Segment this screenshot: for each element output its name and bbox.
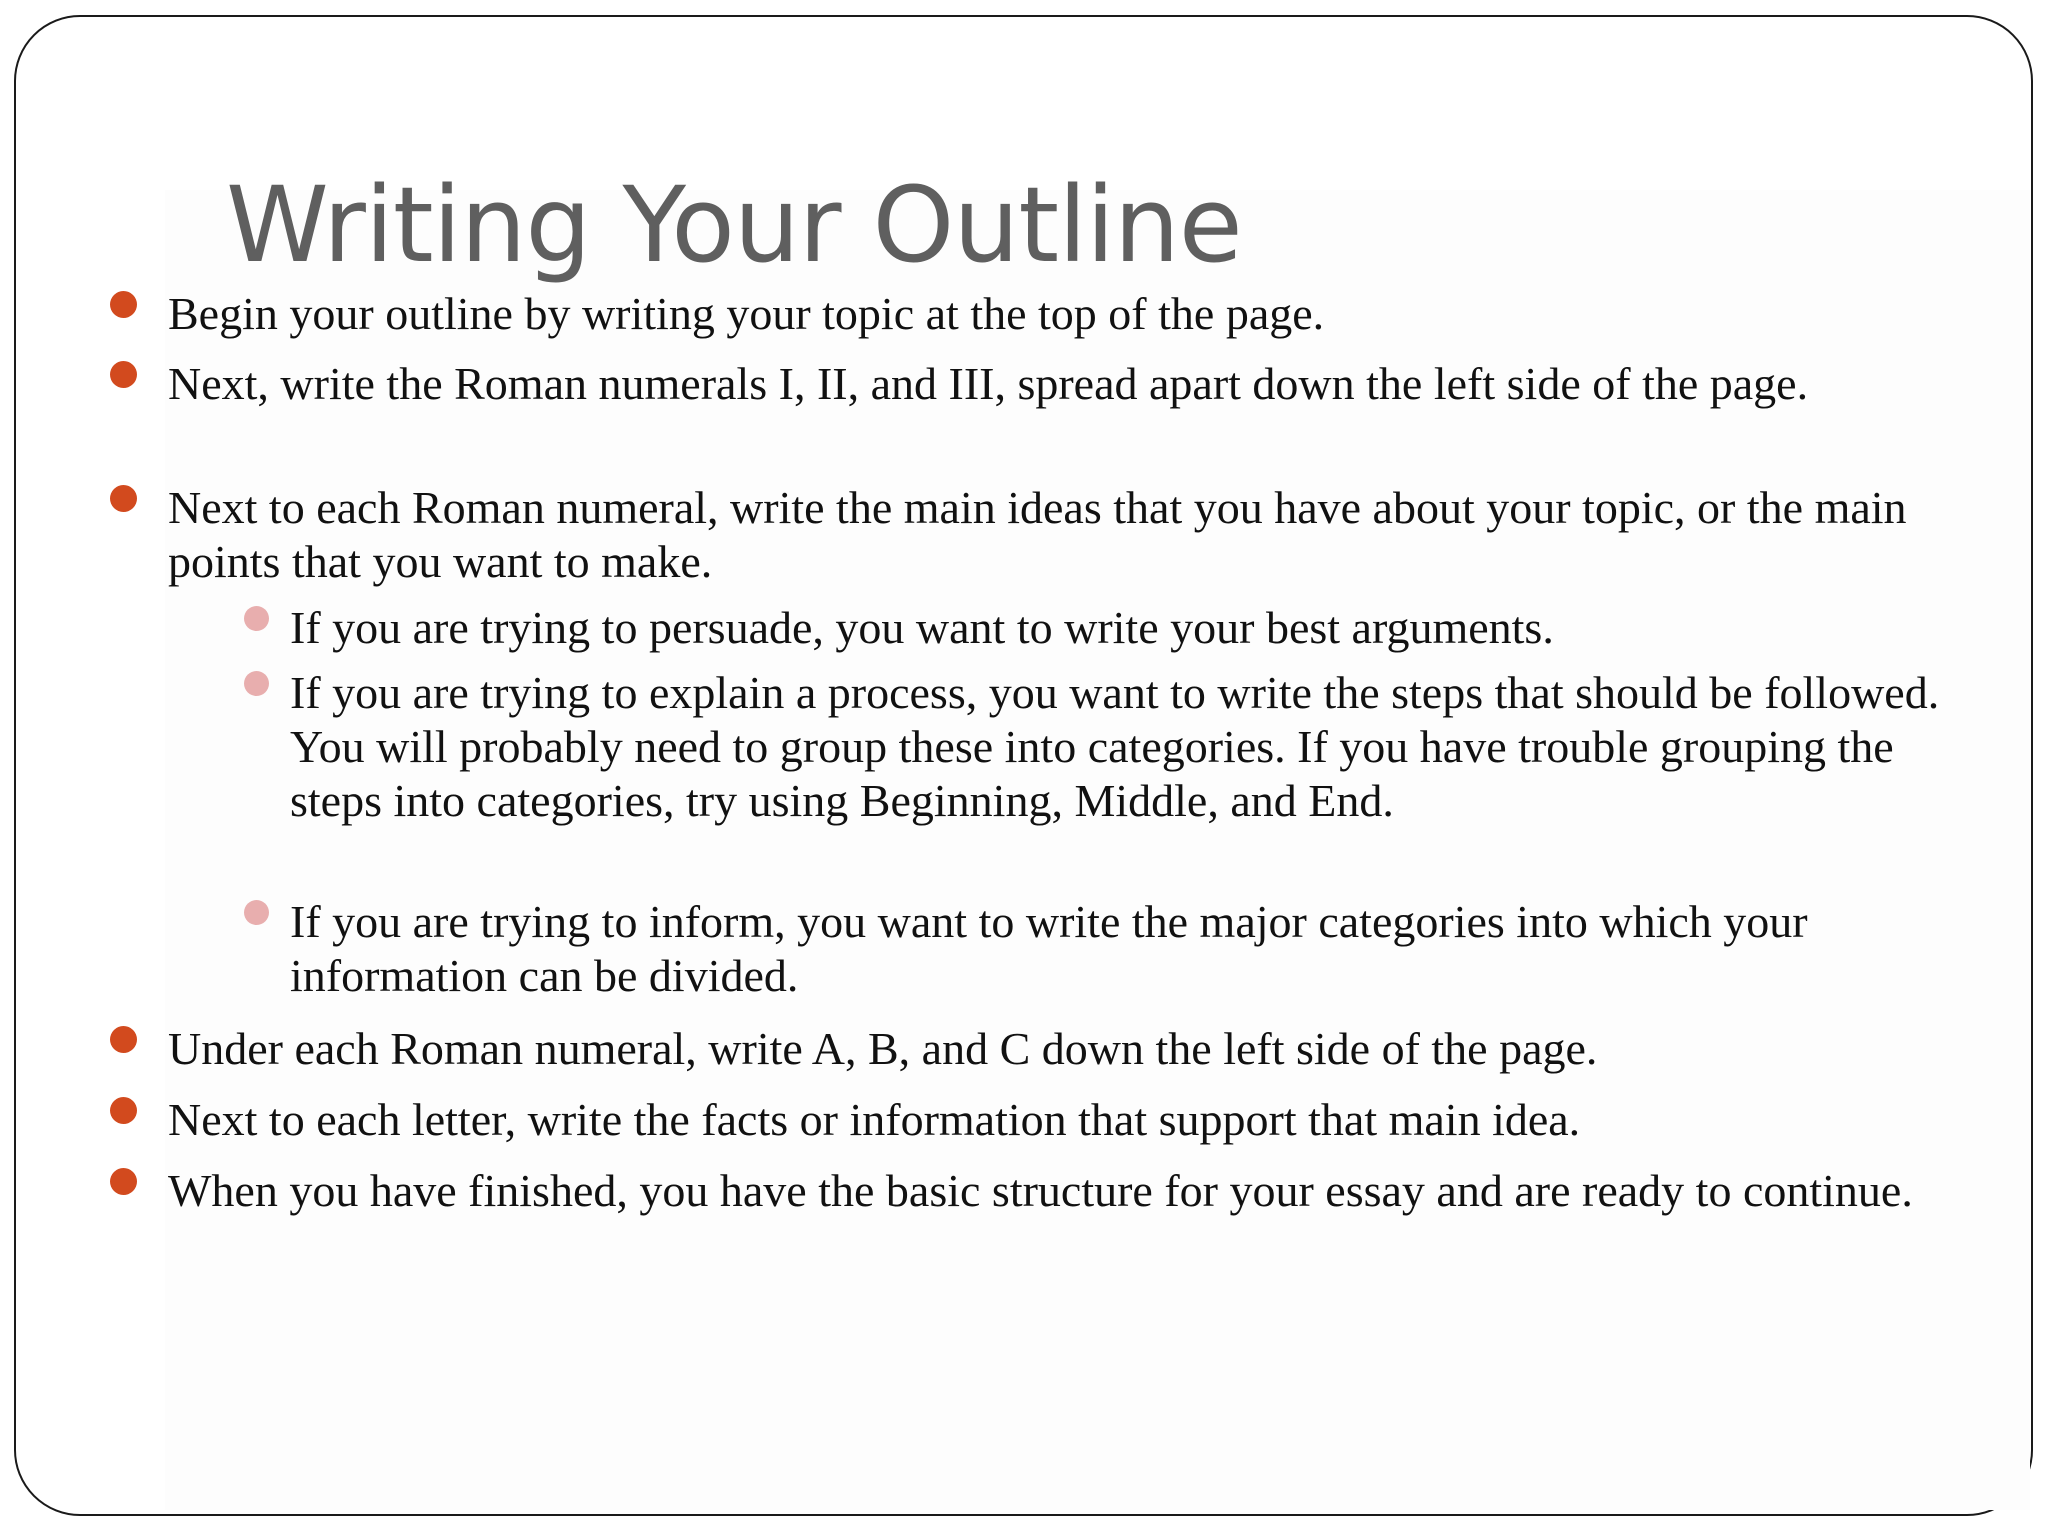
sub-bullet-item: If you are trying to explain a process, you want to write the steps that should be followed. You will probably need to group these into categories. If you have trouble grouping the steps into categories, try using Beginning, Middle, and End. — [290, 667, 1940, 826]
bullet-item: Next to each Roman numeral, write the main ideas that you have about your topic, or the main points that you want to make. — [168, 482, 1907, 587]
bullet-item: When you have finished, you have the basic structure for your essay and are ready to continue. — [168, 1165, 1913, 1216]
sub-bullet-dot — [244, 606, 269, 631]
bullet-dot — [110, 1026, 137, 1053]
sub-bullet-item: If you are trying to inform, you want to write the major categories into which your information can be divided. — [290, 896, 1808, 1001]
slide-title: Writing Your Outline — [226, 164, 1242, 286]
bullet-item: Begin your outline by writing your topic at the top of the page. — [168, 288, 1325, 339]
bullet-dot — [110, 291, 137, 318]
bullet-item: Next to each letter, write the facts or information that support that main idea. — [168, 1094, 1581, 1145]
sub-bullet-item: If you are trying to persuade, you want to write your best arguments. — [290, 602, 1554, 653]
sub-bullet-dot — [244, 671, 269, 696]
sub-bullet-dot — [244, 900, 269, 925]
bullet-item: Under each Roman numeral, write A, B, and C down the left side of the page. — [168, 1023, 1598, 1074]
bullet-dot — [110, 361, 137, 388]
bullet-dot — [110, 485, 137, 512]
bullet-dot — [110, 1168, 137, 1195]
bullet-dot — [110, 1097, 137, 1124]
bullet-item: Next, write the Roman numerals I, II, and III, spread apart down the left side of the page. — [168, 358, 1809, 409]
